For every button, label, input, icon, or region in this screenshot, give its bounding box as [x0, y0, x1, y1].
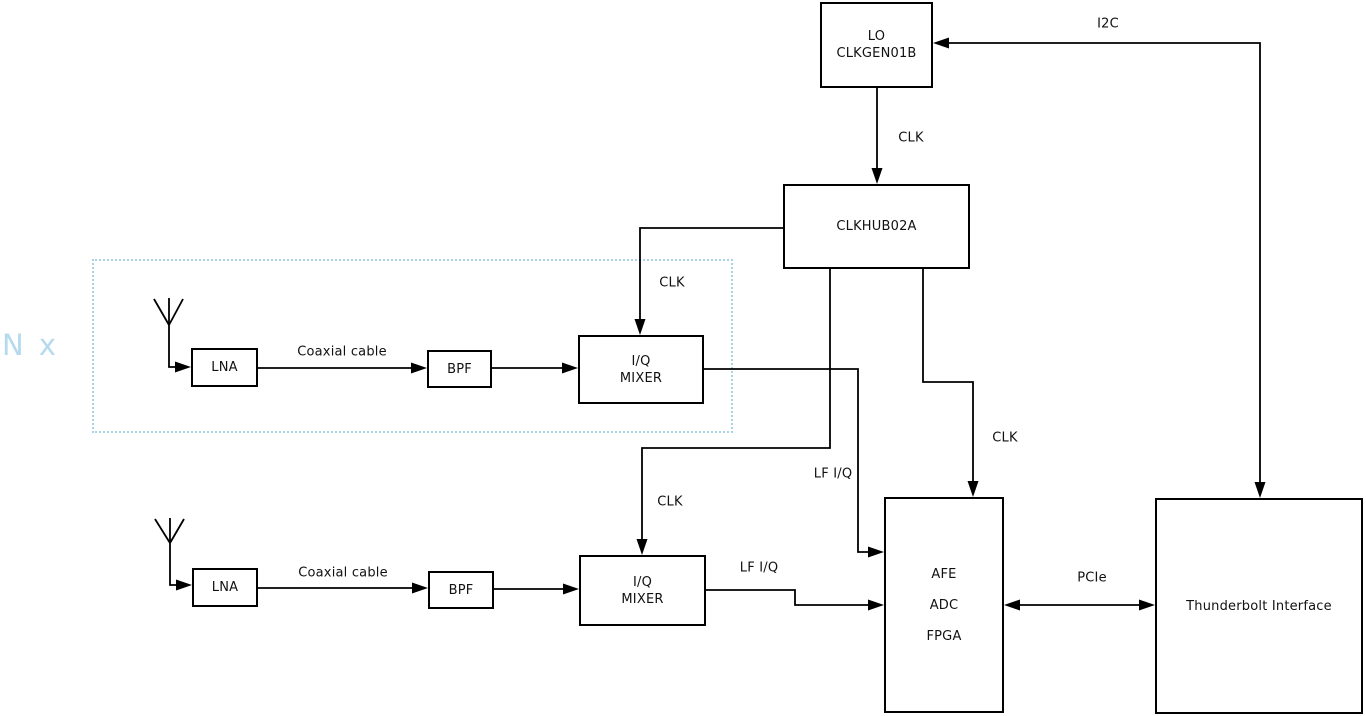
clk-afe-wire-label: CLK	[992, 430, 1018, 446]
mixer1-lfiq-to-afe-connector	[704, 369, 884, 558]
block-bpf-2	[428, 571, 494, 609]
arrowhead-into-afe-right	[1004, 600, 1020, 611]
clk-mixer2-wire-label: CLK	[657, 494, 683, 510]
arrowhead-into-thunderbolt	[1255, 482, 1266, 498]
coaxial-cable-1-wire-label: Coaxial cable	[297, 344, 387, 360]
block-iq-mixer-1-line1: I/Q	[631, 353, 651, 369]
mixer2-lfiq-to-afe-connector	[706, 590, 884, 611]
arrowhead-into-lna1	[175, 362, 191, 373]
arrowhead-into-clkhub	[872, 168, 883, 184]
arrowhead-into-mixer2	[637, 539, 648, 555]
block-thunderbolt-interface	[1155, 498, 1363, 714]
block-afe-line2: ADC	[929, 597, 959, 613]
clkhub-to-afe-line	[923, 269, 973, 482]
block-lna-2-label: LNA	[211, 580, 239, 595]
block-iq-mixer-2	[579, 555, 706, 626]
i2c-wire-label: I2C	[1097, 16, 1119, 32]
block-iq-mixer-1-line2: MIXER	[619, 370, 663, 386]
antenna2-right-arm	[170, 519, 184, 543]
mixer2-lfiq-line	[706, 590, 869, 605]
block-afe-line1: AFE	[931, 566, 957, 582]
clkhub-to-afe-clk-connector	[923, 269, 979, 497]
antenna1-left-arm	[154, 299, 169, 325]
clk-mixer1-wire-label: CLK	[659, 275, 685, 291]
clkgen-to-clkhub-connector	[872, 88, 883, 184]
arrowhead-into-lo-clkgen	[933, 38, 949, 49]
arrowhead-into-mixer2-left	[563, 584, 579, 595]
antenna1-icon	[154, 298, 191, 373]
antenna2-icon	[155, 518, 192, 591]
arrowhead-into-afe-top	[968, 481, 979, 497]
block-lna-1-label: LNA	[211, 360, 238, 375]
block-bpf-1-label: BPF	[447, 361, 472, 377]
antenna1-right-arm	[169, 299, 183, 325]
block-iq-mixer-2-line1: I/Q	[632, 574, 653, 590]
bpf2-to-mixer2-connector	[494, 584, 579, 595]
block-lo-clkgen-line2: CLKGEN01B	[836, 46, 917, 61]
clk-lo-to-hub-wire-label: CLK	[898, 130, 924, 146]
lf-iq-1-wire-label: LF I/Q	[813, 466, 853, 482]
pcie-connector	[1004, 600, 1155, 611]
n-x-multiplier-label: N x	[2, 328, 60, 362]
lna1-to-bpf1-connector	[258, 363, 427, 374]
i2c-line	[949, 43, 1260, 483]
coaxial-cable-2-wire-label: Coaxial cable	[298, 565, 388, 581]
arrowhead-into-bpf2	[412, 583, 428, 594]
block-bpf-1	[427, 350, 492, 388]
bpf1-to-mixer1-connector	[492, 363, 578, 374]
clkhub-to-mixer1-line	[640, 228, 783, 320]
block-afe-line3: FPGA	[926, 628, 962, 644]
antenna2-mast	[170, 518, 177, 585]
block-lna-1	[191, 348, 258, 387]
block-afe-adc-fpga	[884, 497, 1004, 713]
lf-iq-2-wire-label: LF I/Q	[739, 560, 779, 576]
block-iq-mixer-2-line2: MIXER	[621, 591, 664, 607]
block-iq-mixer-1	[578, 335, 704, 404]
mixer1-lfiq-line	[704, 369, 869, 552]
block-clkhub-label: CLKHUB02A	[836, 219, 917, 234]
block-lo-clkgen-line1: LO	[867, 29, 886, 44]
arrowhead-into-lna2	[176, 580, 192, 591]
block-lo-clkgen	[820, 2, 933, 88]
block-lna-2	[192, 568, 258, 607]
arrowhead-into-mixer1	[635, 319, 646, 335]
antenna1-mast	[169, 298, 176, 367]
clkhub-to-mixer2-clk-connector	[637, 269, 831, 555]
arrowhead-into-mixer1-left	[562, 363, 578, 374]
arrowhead-into-bpf1	[411, 363, 427, 374]
arrowhead-into-afe-upper	[868, 547, 884, 558]
clkhub-to-mixer1-clk-connector	[635, 228, 784, 335]
arrowhead-into-afe-lower	[868, 600, 884, 611]
antenna2-left-arm	[155, 519, 170, 543]
block-thunderbolt-label: Thunderbolt Interface	[1186, 598, 1332, 614]
i2c-connector	[933, 38, 1266, 499]
block-clkhub	[783, 184, 970, 269]
arrowhead-into-thunderbolt-left	[1139, 600, 1155, 611]
block-bpf-2-label: BPF	[448, 582, 474, 598]
lna2-to-bpf2-connector	[258, 583, 428, 594]
pcie-wire-label: PCIe	[1077, 570, 1107, 586]
